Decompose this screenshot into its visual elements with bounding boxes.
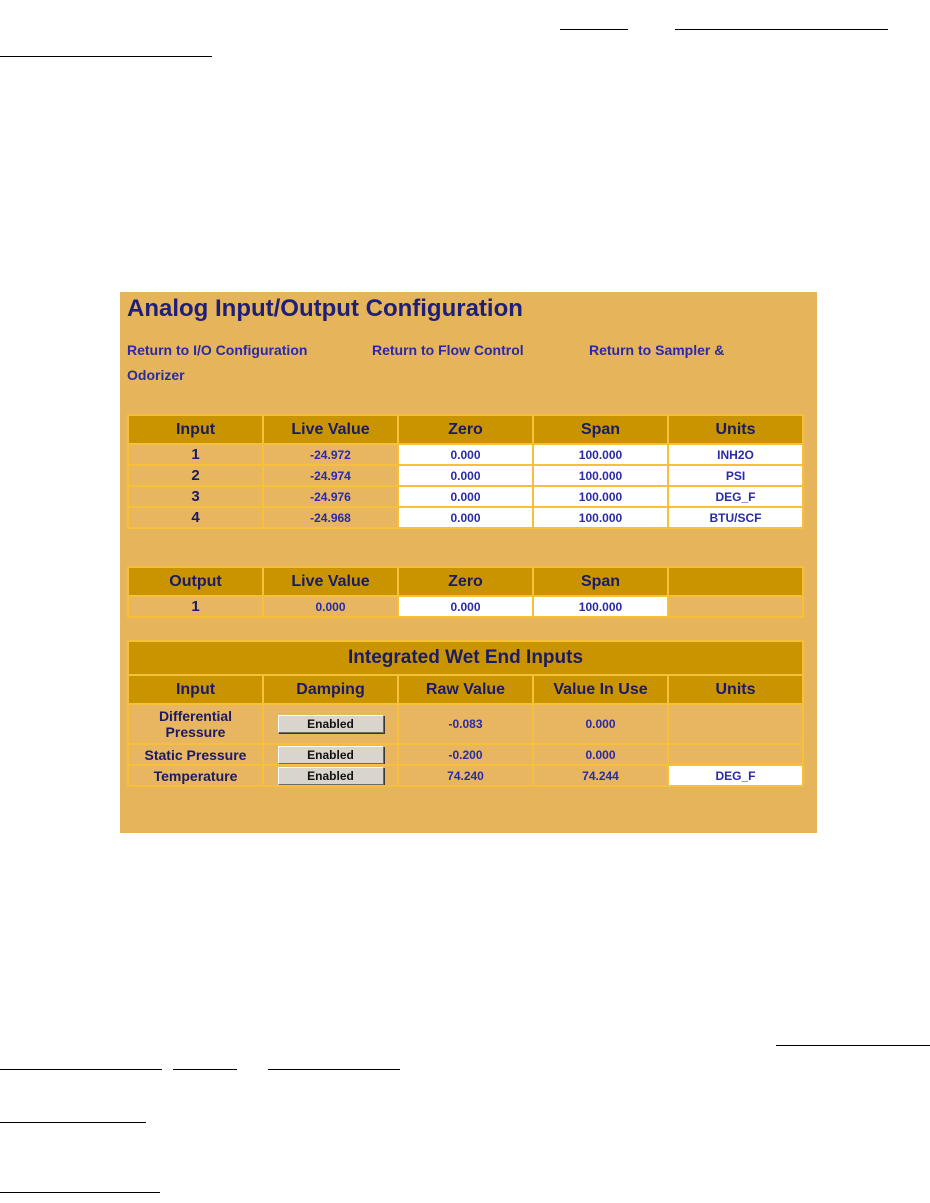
table-row: [129, 705, 802, 743]
damping-toggle-button[interactable]: Enabled: [278, 715, 384, 733]
header-value-in-use: Value In Use: [534, 676, 667, 703]
units-field[interactable]: DEG_F: [669, 487, 802, 506]
header-input: Input: [129, 416, 262, 443]
live-value: -24.974: [264, 466, 397, 485]
return-to-flow-control-link[interactable]: Return to Flow Control: [372, 342, 524, 358]
output-number: 1: [129, 597, 262, 616]
zero-field[interactable]: 0.000: [399, 508, 532, 527]
wet-end-title: Integrated Wet End Inputs: [129, 642, 802, 674]
live-value: -24.972: [264, 445, 397, 464]
table-row: [129, 487, 802, 506]
units-field[interactable]: DEG_F: [669, 766, 802, 785]
doc-link-underline: [0, 1192, 160, 1193]
units-field[interactable]: BTU/SCF: [669, 508, 802, 527]
header-span: Span: [534, 568, 667, 595]
input-label: Static Pressure: [129, 745, 262, 764]
doc-link-underline: [776, 1045, 930, 1046]
table-header-row: [129, 568, 802, 595]
damping-cell: [264, 705, 397, 743]
doc-link-underline: [0, 1122, 146, 1123]
input-label: Temperature: [129, 766, 262, 785]
header-zero: Zero: [399, 416, 532, 443]
table-header-row: [129, 416, 802, 443]
raw-value: -0.200: [399, 745, 532, 764]
span-field[interactable]: 100.000: [534, 487, 667, 506]
return-to-sampler-odorizer-link[interactable]: Return to Sampler &: [589, 342, 725, 358]
doc-link-underline: [268, 1069, 400, 1070]
wet-end-inputs-table: [127, 640, 804, 787]
raw-value: -0.083: [399, 705, 532, 743]
analog-outputs-table: [127, 566, 804, 618]
header-zero: Zero: [399, 568, 532, 595]
span-field[interactable]: 100.000: [534, 466, 667, 485]
units-field[interactable]: PSI: [669, 466, 802, 485]
doc-link-underline: [0, 1069, 162, 1070]
analog-io-config-panel: [120, 292, 817, 833]
doc-link-underline: [173, 1069, 237, 1070]
input-number: 2: [129, 466, 262, 485]
value-in-use: 74.244: [534, 766, 667, 785]
zero-field[interactable]: 0.000: [399, 487, 532, 506]
table-row: [129, 766, 802, 785]
analog-inputs-table: [127, 414, 804, 529]
units-cell: [669, 745, 802, 764]
table-title-row: [129, 642, 802, 674]
live-value: 0.000: [264, 597, 397, 616]
damping-toggle-button[interactable]: Enabled: [278, 767, 384, 785]
table-row: [129, 445, 802, 464]
zero-field[interactable]: 0.000: [399, 466, 532, 485]
value-in-use: 0.000: [534, 745, 667, 764]
header-damping: Damping: [264, 676, 397, 703]
header-live-value: Live Value: [264, 568, 397, 595]
doc-link-underline: [560, 29, 628, 30]
zero-field[interactable]: 0.000: [399, 445, 532, 464]
header-live-value: Live Value: [264, 416, 397, 443]
input-label: Differential Pressure: [129, 705, 262, 743]
input-number: 3: [129, 487, 262, 506]
header-empty: [669, 568, 802, 595]
span-field[interactable]: 100.000: [534, 445, 667, 464]
table-header-row: [129, 676, 802, 703]
live-value: -24.968: [264, 508, 397, 527]
input-number: 1: [129, 445, 262, 464]
return-to-sampler-odorizer-link-cont[interactable]: Odorizer: [127, 367, 185, 383]
empty-cell: [669, 597, 802, 616]
return-to-io-config-link[interactable]: Return to I/O Configuration: [127, 342, 308, 358]
header-span: Span: [534, 416, 667, 443]
header-units: Units: [669, 416, 802, 443]
doc-link-underline: [675, 29, 888, 30]
span-field[interactable]: 100.000: [534, 597, 667, 616]
live-value: -24.976: [264, 487, 397, 506]
table-row: [129, 508, 802, 527]
value-in-use: 0.000: [534, 705, 667, 743]
damping-toggle-button[interactable]: Enabled: [278, 746, 384, 764]
units-field[interactable]: INH2O: [669, 445, 802, 464]
header-units: Units: [669, 676, 802, 703]
span-field[interactable]: 100.000: [534, 508, 667, 527]
zero-field[interactable]: 0.000: [399, 597, 532, 616]
header-input: Input: [129, 676, 262, 703]
units-cell: [669, 705, 802, 743]
table-row: [129, 597, 802, 616]
damping-cell: [264, 766, 397, 785]
header-output: Output: [129, 568, 262, 595]
header-raw-value: Raw Value: [399, 676, 532, 703]
input-number: 4: [129, 508, 262, 527]
page-title: Analog Input/Output Configuration: [127, 295, 523, 322]
table-row: [129, 745, 802, 764]
raw-value: 74.240: [399, 766, 532, 785]
damping-cell: [264, 745, 397, 764]
table-row: [129, 466, 802, 485]
doc-link-underline: [0, 56, 212, 57]
